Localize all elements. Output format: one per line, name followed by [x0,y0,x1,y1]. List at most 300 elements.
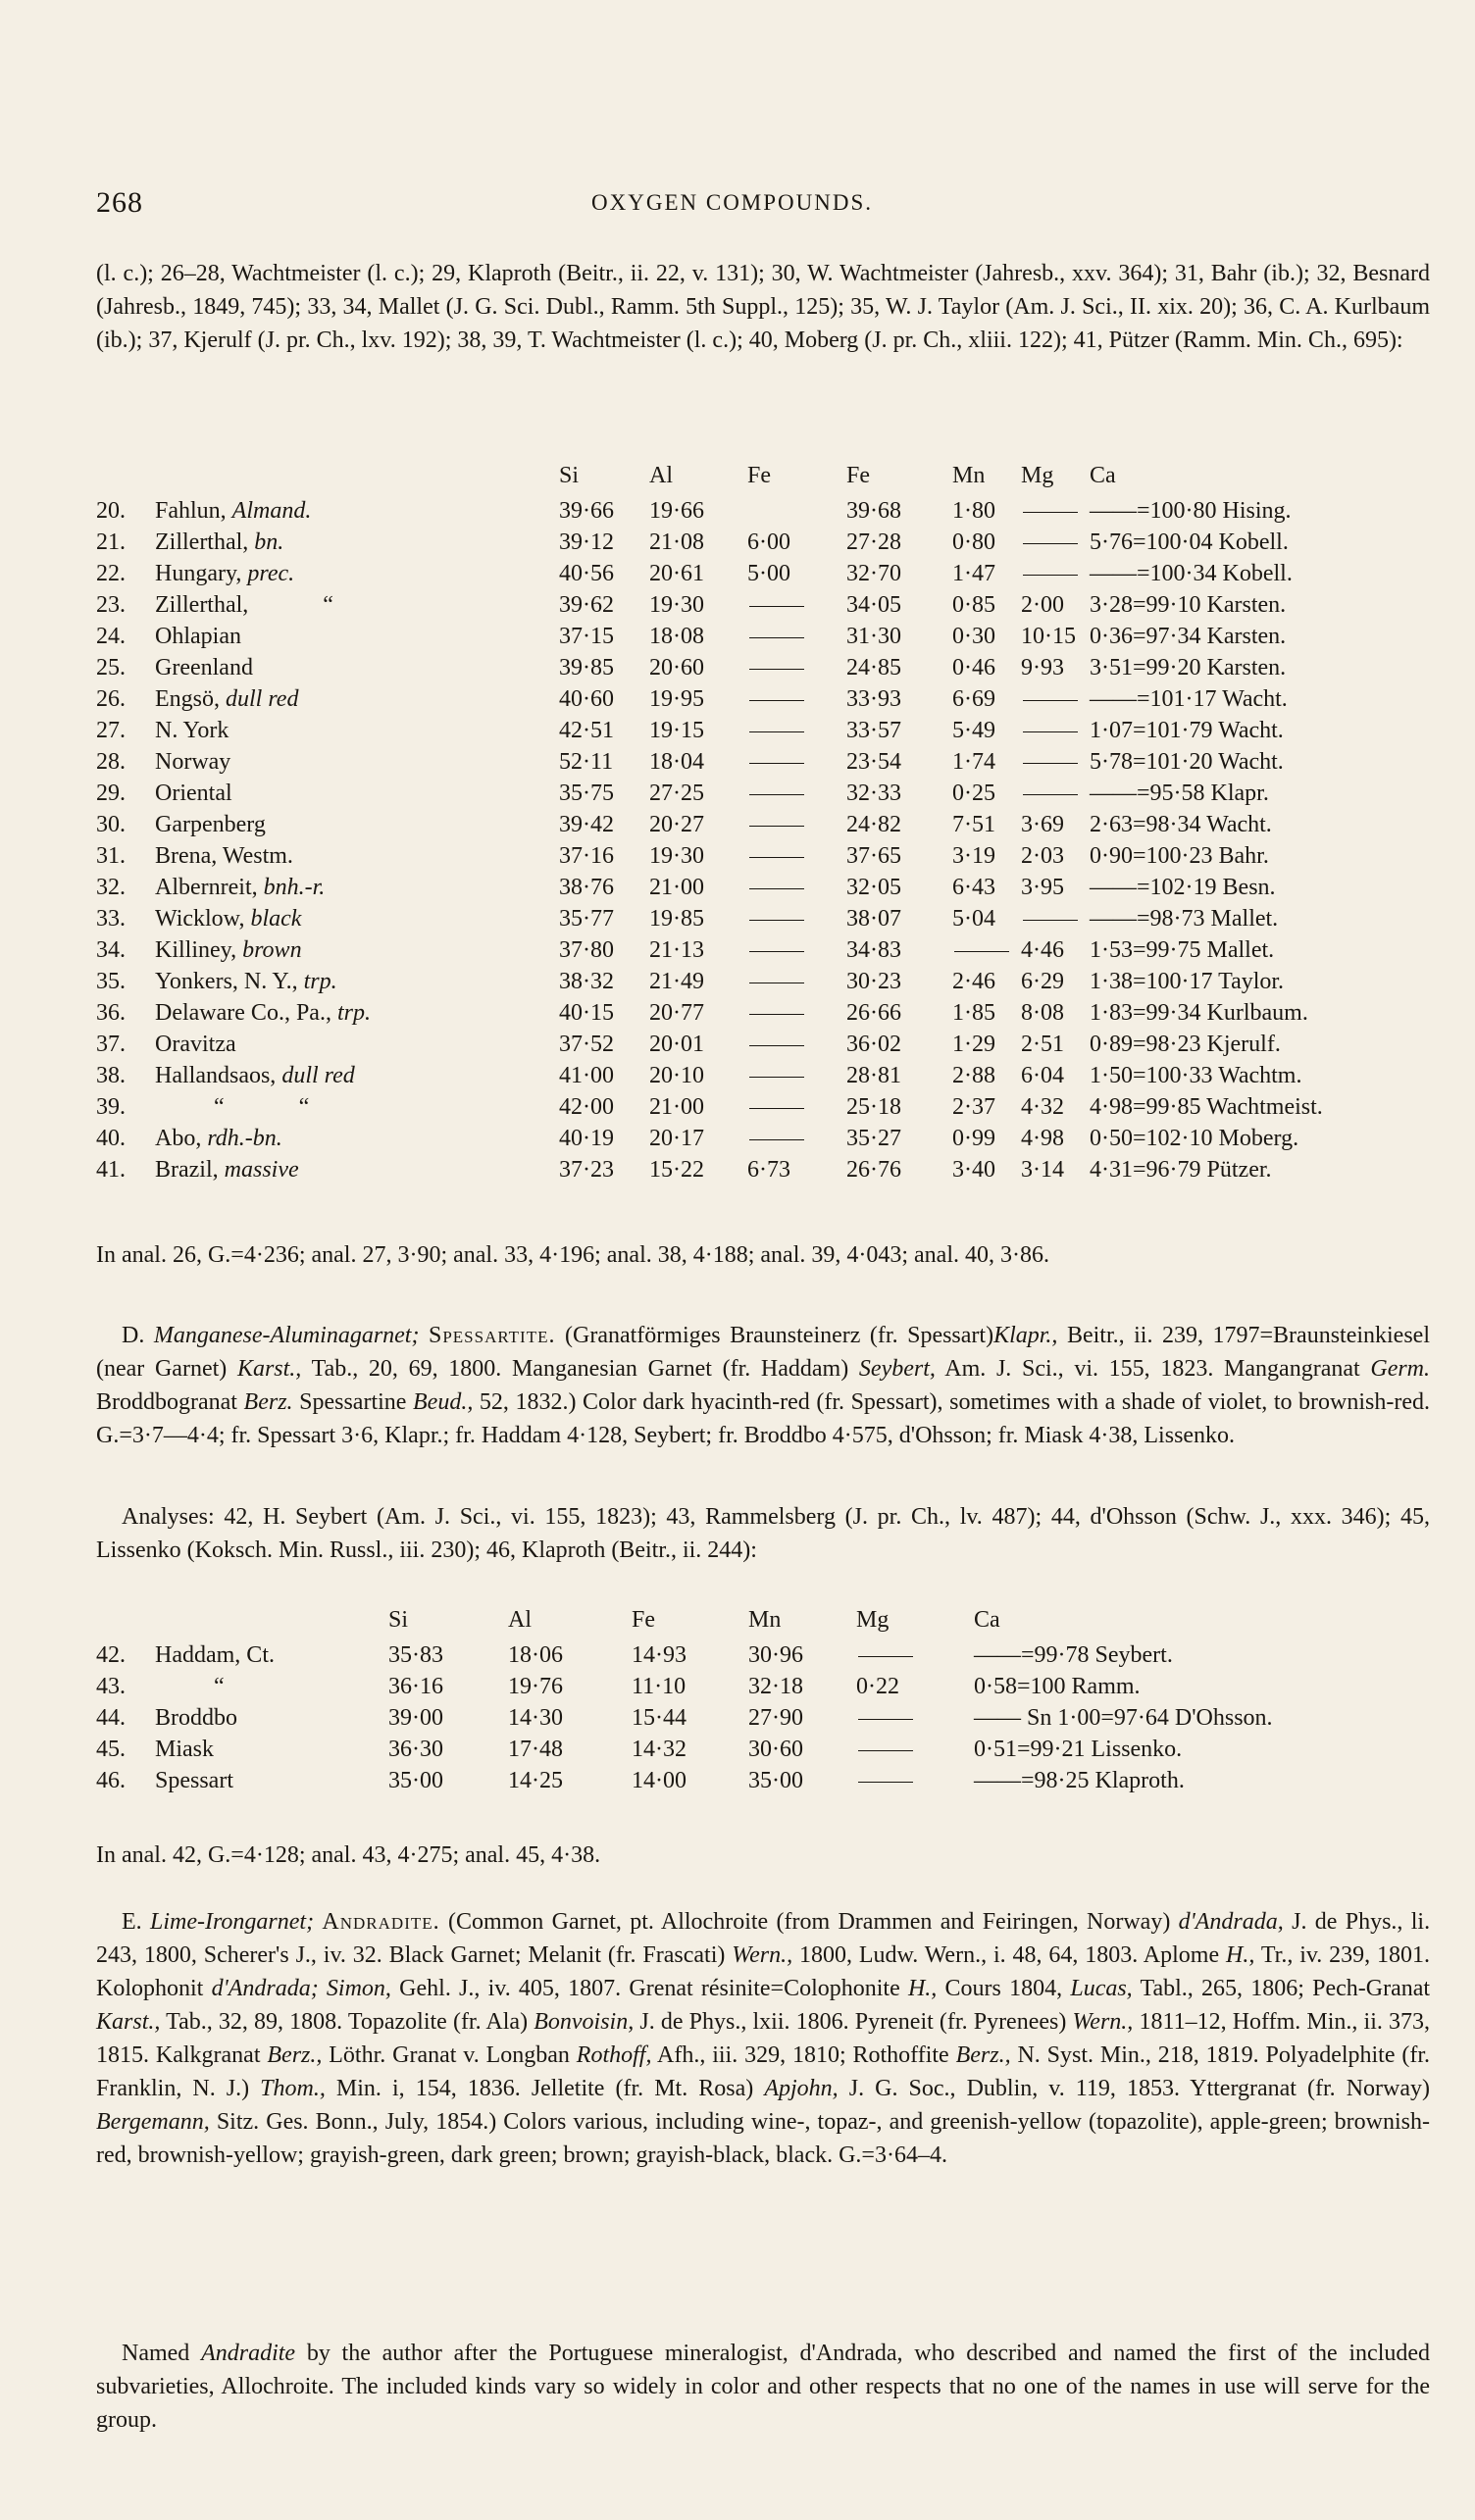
cell-mn: 1·29 [952,1032,995,1057]
cell-si: 42·00 [559,1094,614,1120]
cell-mg [856,1702,974,1734]
cell-mg: 3·14 [1021,1157,1064,1183]
cell-mg [1021,903,1090,934]
cell-mg: 4·32 [1021,1094,1064,1120]
cell-mn: 1·85 [952,1000,995,1026]
cell-ca: 5·76=100·04 Kobell. [1090,529,1289,555]
row-number: 42. [96,1642,126,1668]
cell-mn: 5·04 [952,906,995,932]
locality: Haddam, Ct. [155,1642,275,1668]
cell-ca: 1·50=100·33 Wachtm. [1090,1063,1302,1088]
cell-si: 42·51 [559,718,614,743]
row-number: 35. [96,969,126,994]
table-row [96,527,1384,558]
section-e-author: Berz., [955,2042,1011,2068]
cell-ca: 0·90=100·23 Bahr. [1090,843,1269,869]
cell-ca: 4·98=99·85 Wachtmeist. [1090,1094,1323,1120]
locality [155,558,559,589]
references-paragraph: (l. c.); 26–28, Wachtmeister (l. c.); 29, Klaproth (Beitr., ii. 22, v. 131); 30, W. Wachtmeister (Jahresb., xxv. 364); 31, Bahr (ib.); 32, Besnard (Jahresb., 1849, 745); 33, 34, Mallet (J. G. Sci. Dubl., Ramm. 5th Suppl., 125); 35, W. J. Taylor (Am. J. Sci., II. xix. 20); 36, C. A. Kurlbaum (ib.); 37, Kjerulf (J. pr. Ch., lxv. 192); 38, 39, T. Wachtmeister (l. c.); 40, Moberg (J. pr. Ch., xliii. 122); 41, Pützer (Ramm. Min. Ch., 695): [96,261,1430,353]
cell-mg [1021,527,1090,558]
row-number: 25. [96,655,126,680]
cell-al: 20·01 [649,1032,704,1057]
section-e-text: Min. i, 154, 1836. Jelletite (fr. Mt. Rosa) [335,2076,754,2101]
row-number: 36. [96,1000,126,1026]
cell-mg: 3·95 [1021,875,1064,900]
cell-ca: 4·31=96·79 Pützer. [1090,1157,1272,1183]
cell-fe3 [747,589,846,621]
section-e-author: Berz., [267,2042,323,2068]
locality [155,621,559,652]
section-e-author: Thom., [260,2076,326,2101]
row-number: 32. [96,875,126,900]
row-number: 31. [96,843,126,869]
analysis-table-spessartite [96,1600,1386,1796]
col-fe: Fe [632,1607,655,1633]
row-number: 24. [96,624,126,649]
variety: “ [323,592,333,618]
section-e-text: 1811–12, Hoffm. Min., ii. 373, 1815. Kalkgranat [96,2009,1431,2068]
section-e-name: Lime-Irongarnet; [150,1909,315,1935]
cell-fe3 [747,778,846,809]
section-d-author: Germ. [1370,1356,1431,1382]
locality-name: “ [214,1094,225,1120]
cell-ca: ——=98·25 Klaproth. [974,1768,1185,1793]
row-number: 33. [96,906,126,932]
cell-fe2: 26·76 [846,1157,901,1183]
section-e-author: Lucas, [1070,1976,1133,2001]
table-row [96,621,1384,652]
cell-fe3 [747,715,846,746]
cell-ca: 0·89=98·23 Kjerulf. [1090,1032,1281,1057]
variety: prec. [247,561,295,586]
cell-si: 39·00 [388,1705,443,1731]
cell-mg [856,1734,974,1765]
cell-si: 40·19 [559,1126,614,1151]
cell-ca: 5·78=101·20 Wacht. [1090,749,1284,775]
variety: rdh.-bn. [207,1126,282,1151]
cell-al: 19·15 [649,718,704,743]
cell-ca: 3·51=99·20 Karsten. [1090,655,1287,680]
cell-si: 35·77 [559,906,614,932]
row-number: 44. [96,1705,126,1731]
locality [155,997,559,1029]
cell-si: 39·66 [559,498,614,524]
cell-si: 39·12 [559,529,614,555]
locality [155,872,559,903]
table-row [96,715,1384,746]
row-number: 43. [96,1674,126,1699]
cell-al: 21·00 [649,875,704,900]
cell-fe2: 37·65 [846,843,901,869]
locality-name: Oriental [155,781,232,806]
table-row [96,652,1384,683]
cell-al: 20·10 [649,1063,704,1088]
section-e-text: Gehl. J., iv. 405, 1807. Grenat résinite=Colophonite [399,1976,900,2001]
cell-fe2: 32·05 [846,875,901,900]
table-row [96,1154,1384,1185]
running-title: OXYGEN COMPOUNDS. [591,190,874,215]
cell-ca: ——=102·19 Besn. [1090,875,1276,900]
named-mineral: Andradite [201,2341,296,2366]
gravity-note-1: In anal. 26, G.=4·236; anal. 27, 3·90; anal. 33, 4·196; anal. 38, 4·188; anal. 39, 4·043; anal. 40, 3·86. [96,1242,1049,1268]
cell-mn: 2·37 [952,1094,995,1120]
locality-name: Fahlun, [155,498,227,524]
cell-si: 38·32 [559,969,614,994]
variety: brown [242,937,302,963]
locality [155,966,559,997]
cell-fe2: 34·05 [846,592,901,618]
cell-mn: 2·88 [952,1063,995,1088]
cell-al: 21·08 [649,529,704,555]
cell-al: 19·95 [649,686,704,712]
table-row [96,589,1384,621]
table-row [96,840,1384,872]
cell-mg: 3·69 [1021,812,1064,837]
cell-fe2: 24·85 [846,655,901,680]
locality-name: Hallandsaos, [155,1063,277,1088]
table-row [96,1123,1384,1154]
locality-name: Hungary, [155,561,242,586]
locality-name: Brazil, [155,1157,219,1183]
cell-fe2: 34·83 [846,937,901,963]
cell-fe: 14·93 [632,1642,687,1668]
locality [155,1091,559,1123]
section-d-author: Klapr., [993,1323,1058,1348]
cell-mg: 6·29 [1021,969,1064,994]
cell-fe2: 32·70 [846,561,901,586]
cell-si: 35·75 [559,781,614,806]
cell-ca: 2·63=98·34 Wacht. [1090,812,1272,837]
locality-name: N. York [155,718,229,743]
page-number: 268 [96,186,143,219]
cell-fe3 [747,1060,846,1091]
cell-ca: ——=99·78 Seybert. [974,1642,1173,1668]
section-e-author: Wern., [1072,2009,1134,2035]
cell-mn: 6·69 [952,686,995,712]
cell-fe3 [747,495,846,527]
section-d-letter: D. [122,1323,145,1348]
cell-fe3 [747,746,846,778]
cell-fe: 14·32 [632,1737,687,1762]
section-e-text: Cours 1804, [944,1976,1063,2001]
cell-fe2: 38·07 [846,906,901,932]
cell-si: 36·16 [388,1674,443,1699]
row-number: 38. [96,1063,126,1088]
row-number: 30. [96,812,126,837]
locality [155,1154,559,1185]
cell-fe3: 6·73 [747,1157,790,1183]
cell-mg: 4·98 [1021,1126,1064,1151]
analyses-d-paragraph: Analyses: 42, H. Seybert (Am. J. Sci., vi. 155, 1823); 43, Rammelsberg (J. pr. Ch., lv. 487); 44, d'Ohsson (Schw. J., xxx. 346); 45, Lissenko (Koksch. Min. Russl., iii. 230); 46, Klaproth (Beitr., ii. 244): [96,1504,1430,1563]
cell-fe3 [747,809,846,840]
cell-al: 20·60 [649,655,704,680]
row-number: 41. [96,1157,126,1183]
locality-name: Norway [155,749,231,775]
cell-ca: ——=100·80 Hising. [1090,498,1292,524]
cell-al: 18·06 [508,1642,563,1668]
locality-name: Yonkers, N. Y., [155,969,298,994]
cell-si: 37·16 [559,843,614,869]
cell-fe3 [747,997,846,1029]
col-si: Si [388,1607,409,1633]
locality [155,1060,559,1091]
section-d-text: Spessartine [299,1389,407,1415]
cell-al: 20·17 [649,1126,704,1151]
col-mn: Mn [952,463,986,488]
locality-name: Ohlapian [155,624,241,649]
section-e-author: Rothoff, [576,2042,652,2068]
table-row [96,809,1384,840]
cell-si: 40·56 [559,561,614,586]
section-e-letter: E. [122,1909,142,1935]
table1-body [96,495,1384,1185]
locality [155,809,559,840]
row-number: 45. [96,1737,126,1762]
cell-al: 19·85 [649,906,704,932]
analysis-table-almandine [96,456,1384,1185]
cell-al: 14·30 [508,1705,563,1731]
cell-si: 37·15 [559,624,614,649]
section-e-text: J. de Phys., lxii. 1806. Pyreneit (fr. Pyrenees) [639,2009,1067,2035]
cell-mn: 1·47 [952,561,995,586]
cell-si: 52·11 [559,749,614,775]
section-d-name: Manganese-Aluminagarnet; [153,1323,420,1348]
cell-mn: 35·00 [748,1768,803,1793]
cell-mn: 32·18 [748,1674,803,1699]
cell-al: 15·22 [649,1157,704,1183]
cell-ca: 0·51=99·21 Lissenko. [974,1737,1183,1762]
cell-fe3 [747,683,846,715]
section-d-paragraph [96,1319,1430,1452]
cell-ca: 1·07=101·79 Wacht. [1090,718,1284,743]
row-number: 20. [96,498,126,524]
cell-mn: 1·74 [952,749,995,775]
cell-mn: 7·51 [952,812,995,837]
section-e-text: Tabl., 265, 1806; Pech-Granat [1140,1976,1431,2001]
table-row [96,495,1384,527]
locality-name: Zillerthal, [155,592,249,618]
col-si: Si [559,463,580,488]
cell-fe3 [747,872,846,903]
row-number: 28. [96,749,126,775]
table-row [96,1060,1384,1091]
cell-mg [1021,746,1090,778]
cell-si: 37·23 [559,1157,614,1183]
row-number: 23. [96,592,126,618]
col-mn: Mn [748,1607,782,1633]
col-mg: Mg [856,1607,890,1633]
locality-name: Albernreit, [155,875,258,900]
section-e-author: Bergemann, [96,2109,210,2135]
table-row [96,746,1384,778]
locality: “ [214,1674,225,1699]
variety: black [250,906,302,932]
cell-ca: —— Sn 1·00=97·64 D'Ohsson. [974,1705,1273,1731]
locality [155,840,559,872]
cell-mg [1021,715,1090,746]
cell-fe: 15·44 [632,1705,687,1731]
cell-mg: 0·22 [856,1674,899,1699]
cell-mg: 6·04 [1021,1063,1064,1088]
col-al: Al [649,463,673,488]
locality-name: Killiney, [155,937,237,963]
table-row [96,934,1384,966]
section-e-text: 1800, Ludw. Wern., i. 48, 64, 1803. Aplome [798,1942,1220,1968]
cell-si: 39·62 [559,592,614,618]
cell-mg: 2·03 [1021,843,1064,869]
cell-fe2: 39·68 [846,498,901,524]
section-e-text: Sitz. Ges. Bonn., July, 1854.) Colors various, including wine-, topaz-, and greenish-yellow (topazolite), apple-green; brownish-red, brownish-yellow; grayish-green, dark green; brown; grayish-black, black. G.=3·64–4. [96,2109,1431,2168]
table-row [96,1765,1386,1796]
section-e-author: H., [1226,1942,1255,1968]
cell-mg [856,1765,974,1796]
row-number: 39. [96,1094,126,1120]
cell-mn: 3·40 [952,1157,995,1183]
named-text: Named [122,2341,190,2366]
section-e-text: N. Syst. Min., 218, 1819. Polyadelphite (fr. Franklin, N. J.) [96,2042,1431,2101]
cell-mn [952,934,1021,966]
cell-mn: 30·60 [748,1737,803,1762]
table2-header-row [96,1600,1386,1639]
cell-fe: 11·10 [632,1674,687,1699]
cell-si: 35·00 [388,1768,443,1793]
cell-ca: ——=100·34 Kobell. [1090,561,1293,586]
cell-ca: 0·36=97·34 Karsten. [1090,624,1287,649]
locality [155,746,559,778]
cell-ca: ——=101·17 Wacht. [1090,686,1288,712]
locality [155,715,559,746]
cell-ca: 1·83=99·34 Kurlbaum. [1090,1000,1308,1026]
cell-ca: 1·38=100·17 Taylor. [1090,969,1285,994]
locality [155,683,559,715]
section-d-text: 52, 1832.) Color dark hyacinth-red (fr. Spessart), sometimes with a shade of violet, to brownish-red. G.=3·7—4·4; fr. Spessart 3·6, Klapr.; fr. Haddam 4·128, Seybert; fr. Broddbo 4·575, d'Ohsson; fr. Miask 4·38, Lissenko. [96,1389,1431,1448]
row-number: 37. [96,1032,126,1057]
section-e-author: d'Andrada; Simon, [211,1976,391,2001]
col-ca: Ca [1090,463,1116,488]
table-row [96,966,1384,997]
table-row [96,997,1384,1029]
row-number: 21. [96,529,126,555]
cell-mg: 8·08 [1021,1000,1064,1026]
cell-mg: 4·46 [1021,937,1064,963]
cell-al: 19·30 [649,843,704,869]
cell-si: 39·85 [559,655,614,680]
cell-fe2: 24·82 [846,812,901,837]
cell-mn: 5·49 [952,718,995,743]
cell-fe3 [747,840,846,872]
locality-name: Brena, Westm. [155,843,293,869]
table-row [96,1029,1384,1060]
cell-al: 20·77 [649,1000,704,1026]
cell-al: 17·48 [508,1737,563,1762]
cell-fe3: 6·00 [747,529,790,555]
variety: dull red [226,686,299,712]
table-row [96,1734,1386,1765]
cell-fe2: 26·66 [846,1000,901,1026]
locality-name: Abo, [155,1126,202,1151]
locality-name: Engsö, [155,686,220,712]
cell-fe2: 25·18 [846,1094,901,1120]
cell-si: 37·52 [559,1032,614,1057]
table1-header-row [96,456,1384,495]
section-e-text: J. G. Soc., Dublin, v. 119, 1853. Yttergranat (fr. Norway) [848,2076,1431,2101]
locality-name: Wicklow, [155,906,245,932]
col-fe2: Fe [846,463,870,488]
locality: Miask [155,1737,214,1762]
cell-si: 39·42 [559,812,614,837]
cell-ca: 1·53=99·75 Mallet. [1090,937,1275,963]
variety: trp. [336,1000,371,1026]
section-e-text: (Common Garnet, pt. Allochroite (from Drammen and Feiringen, Norway) [447,1909,1171,1935]
cell-mg [1021,495,1090,527]
cell-al: 18·08 [649,624,704,649]
section-e-text: Tr., iv. 239, 1801. Kolophonit [96,1942,1431,2001]
cell-al: 19·76 [508,1674,563,1699]
section-d-text: (Granatförmiges Braunsteinerz (fr. Spessart) [565,1323,994,1348]
section-d-author: Berz. [243,1389,293,1415]
gravity-note-2: In anal. 42, G.=4·128; anal. 43, 4·275; anal. 45, 4·38. [96,1842,601,1868]
cell-al: 19·66 [649,498,704,524]
cell-fe2: 28·81 [846,1063,901,1088]
locality: Spessart [155,1768,233,1793]
cell-ca: ——=95·58 Klapr. [1090,781,1269,806]
cell-fe2: 36·02 [846,1032,901,1057]
locality [155,1029,559,1060]
cell-fe2: 32·33 [846,781,901,806]
cell-fe: 14·00 [632,1768,687,1793]
section-d-author: Karst., [236,1356,302,1382]
cell-fe2: 35·27 [846,1126,901,1151]
cell-mn: 0·25 [952,781,995,806]
locality [155,652,559,683]
table-row [96,1671,1386,1702]
variety: bnh.-r. [263,875,326,900]
row-number: 29. [96,781,126,806]
cell-fe3: 5·00 [747,561,790,586]
cell-si: 37·80 [559,937,614,963]
section-d-text: Beitr., ii. 239, 1797=Braunsteinkiesel (near Garnet) [96,1323,1430,1382]
section-e-author: d'Andrada, [1178,1909,1284,1935]
cell-al: 21·00 [649,1094,704,1120]
cell-al: 21·13 [649,937,704,963]
section-e-author: Bonvoisin, [534,2009,635,2035]
section-e-author: Apjohn, [764,2076,839,2101]
cell-si: 35·83 [388,1642,443,1668]
table-row [96,1639,1386,1671]
cell-ca: 3·28=99·10 Karsten. [1090,592,1287,618]
cell-mn: 30·96 [748,1642,803,1668]
section-d-text: Am. J. Sci., vi. 155, 1823. Mangangranat [944,1356,1360,1382]
cell-al: 18·04 [649,749,704,775]
cell-mn: 2·46 [952,969,995,994]
variety: massive [224,1157,299,1183]
cell-fe3 [747,903,846,934]
variety: dull red [281,1063,355,1088]
cell-fe3 [747,652,846,683]
col-mg: Mg [1021,463,1054,488]
section-e-author: Wern., [732,1942,793,1968]
variety: trp. [303,969,337,994]
cell-mg: 2·00 [1021,592,1064,618]
cell-mg: 9·93 [1021,655,1064,680]
cell-mn: 6·43 [952,875,995,900]
locality-name: Garpenberg [155,812,266,837]
cell-al: 20·27 [649,812,704,837]
row-number: 34. [96,937,126,963]
section-d-author: Seybert, [858,1356,936,1382]
row-number: 27. [96,718,126,743]
locality [155,778,559,809]
